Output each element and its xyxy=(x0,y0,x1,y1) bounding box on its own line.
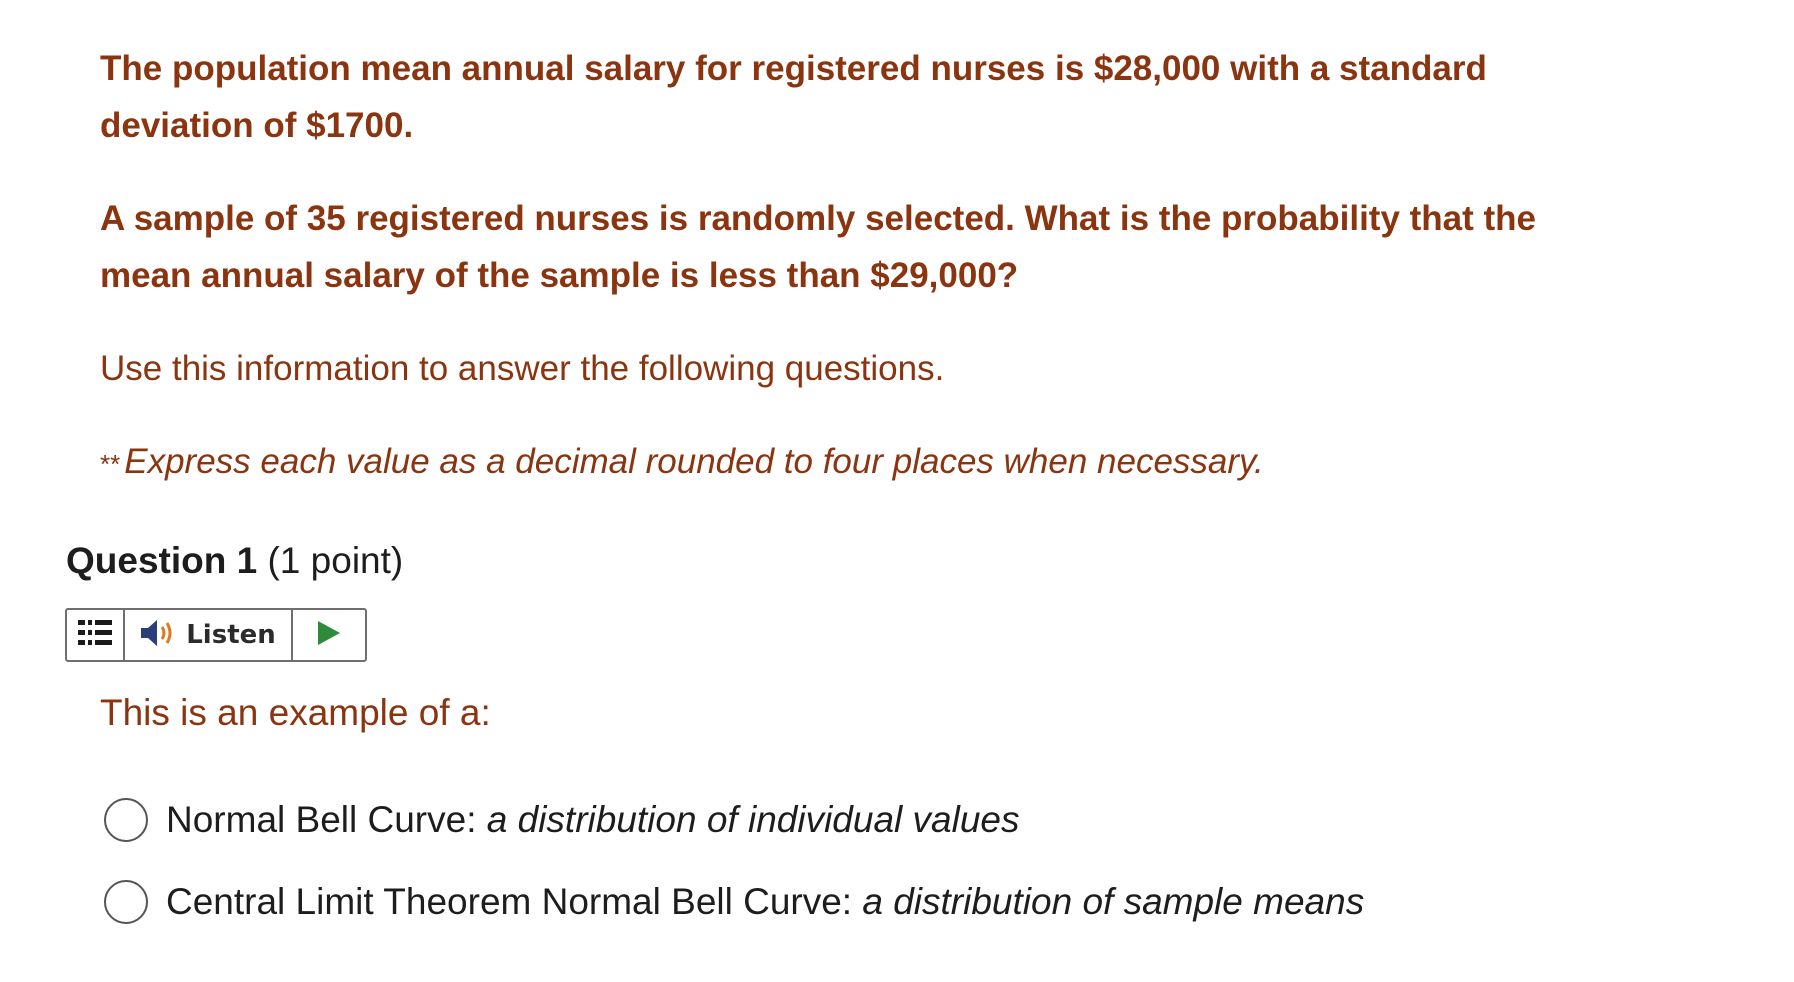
listen-widget xyxy=(65,608,367,662)
radio-button[interactable] xyxy=(104,798,148,842)
listen-menu-button[interactable] xyxy=(67,610,125,660)
intro-note xyxy=(100,433,1560,493)
option-text xyxy=(166,881,1364,923)
option-description: a distribution of individual values xyxy=(486,799,1020,840)
option-label: Normal Bell Curve: xyxy=(166,799,487,840)
option-text xyxy=(166,799,1019,841)
speaker-icon xyxy=(140,619,176,652)
radio-button[interactable] xyxy=(104,880,148,924)
intro-paragraph-2: A sample of 35 registered nurses is randomly selected. What is the probability that the mean annual salary of the sample is less than $29,000? xyxy=(100,199,1537,295)
question-prompt: This is an example of a: xyxy=(100,692,491,733)
play-button[interactable] xyxy=(293,610,365,660)
answer-options xyxy=(104,790,1364,954)
option-normal-bell-curve[interactable] xyxy=(104,790,1364,850)
intro-paragraph-3: Use this information to answer the following questions. xyxy=(100,349,945,388)
menu-icon xyxy=(78,618,112,653)
question-points: (1 point) xyxy=(267,540,404,581)
question-heading xyxy=(66,540,403,582)
option-description: a distribution of sample means xyxy=(862,881,1365,922)
play-icon xyxy=(316,619,342,652)
listen-label: Listen xyxy=(186,620,276,650)
question-intro xyxy=(100,40,1560,493)
question-title: Question 1 xyxy=(66,540,258,581)
listen-button[interactable] xyxy=(125,610,293,660)
note-prefix: ** xyxy=(100,449,121,479)
option-central-limit-theorem[interactable] xyxy=(104,872,1364,932)
option-label: Central Limit Theorem Normal Bell Curve: xyxy=(166,881,863,922)
note-text: Express each value as a decimal rounded to four places when necessary. xyxy=(124,442,1264,481)
intro-paragraph-1: The population mean annual salary for registered nurses is $28,000 with a standard deviation of $1700. xyxy=(100,49,1487,145)
